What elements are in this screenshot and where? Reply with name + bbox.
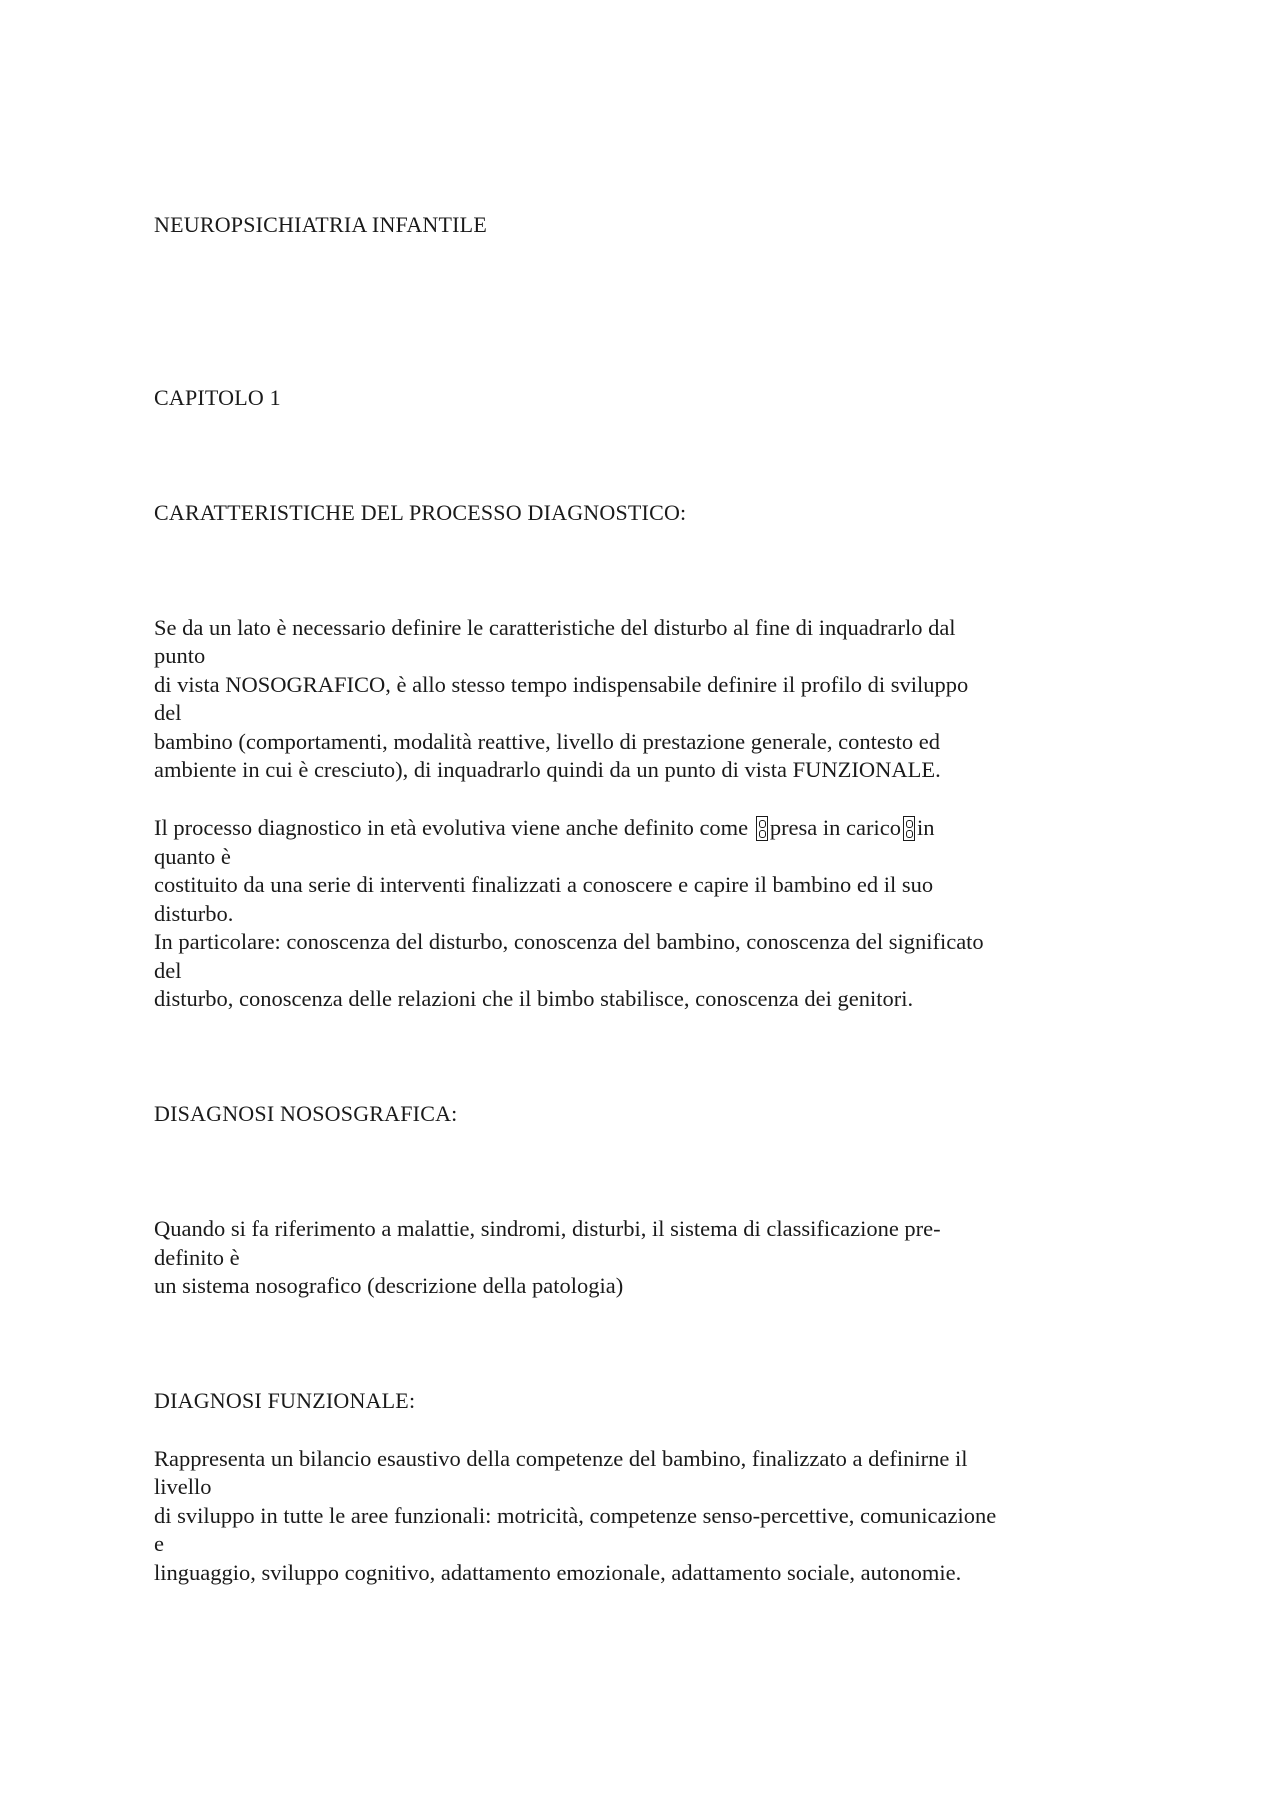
paragraph-line: un sistema nosografico (descrizione della patologia) — [154, 1273, 624, 1298]
paragraph-line: Rappresenta un bilancio esaustivo della competenze del bambino, finalizzato a definirne il — [154, 1446, 968, 1471]
paragraph-text: Il processo diagnostico in età evolutiva viene anche definito come — [154, 815, 754, 840]
paragraph-line: linguaggio, sviluppo cognitivo, adattamento emozionale, adattamento sociale, autonomie. — [154, 1560, 962, 1585]
paragraph-line: Se da un lato è necessario definire le caratteristiche del disturbo al fine di inquadrarlo dal — [154, 615, 956, 640]
quoted-term: presa in carico — [769, 815, 901, 840]
section-heading-funzionale: DIAGNOSI FUNZIONALE: — [154, 1388, 416, 1413]
section-heading-caratteristiche: CARATTERISTICHE DEL PROCESSO DIAGNOSTICO: — [154, 500, 687, 525]
paragraph-line: del — [154, 700, 182, 725]
paragraph-line: disturbo, conoscenza delle relazioni che il bimbo stabilisce, conoscenza dei genitori. — [154, 986, 914, 1011]
paragraph-line: bambino (comportamenti, modalità reattive, livello di prestazione generale, contesto ed — [154, 729, 940, 754]
paragraph-line: In particolare: conoscenza del disturbo, conoscenza del bambino, conoscenza del significato — [154, 929, 984, 954]
chapter-heading: CAPITOLO 1 — [154, 385, 281, 410]
paragraph-line: di sviluppo in tutte le aree funzionali: motricità, competenze senso-percettive, comunicazione — [154, 1503, 997, 1528]
paragraph-line: e — [154, 1531, 164, 1556]
paragraph-line: livello — [154, 1474, 212, 1499]
paragraph-line: definito è — [154, 1245, 240, 1270]
paragraph-line: costituito da una serie di interventi finalizzati a conoscere e capire il bambino ed il suo — [154, 872, 934, 897]
document-title: NEUROPSICHIATRIA INFANTILE — [154, 212, 487, 237]
section-heading-nosografica: DISAGNOSI NOSOSGRAFICA: — [154, 1101, 458, 1126]
paragraph-line: di vista NOSOGRAFICO, è allo stesso tempo indispensabile definire il profilo di sviluppo — [154, 672, 969, 697]
paragraph-line: quanto è — [154, 844, 231, 869]
paragraph-line: ambiente in cui è cresciuto), di inquadrarlo quindi da un punto di vista FUNZIONALE. — [154, 757, 941, 782]
paragraph-line-with-glyphs — [154, 814, 935, 842]
missing-glyph-icon — [756, 816, 768, 841]
paragraph-line: Quando si fa riferimento a malattie, sindromi, disturbi, il sistema di classificazione pre- — [154, 1216, 941, 1241]
paragraph-text: in — [917, 815, 935, 840]
missing-glyph-icon — [903, 816, 915, 841]
paragraph-line: disturbo. — [154, 901, 234, 926]
paragraph-line: del — [154, 958, 182, 983]
paragraph-line: punto — [154, 643, 206, 668]
